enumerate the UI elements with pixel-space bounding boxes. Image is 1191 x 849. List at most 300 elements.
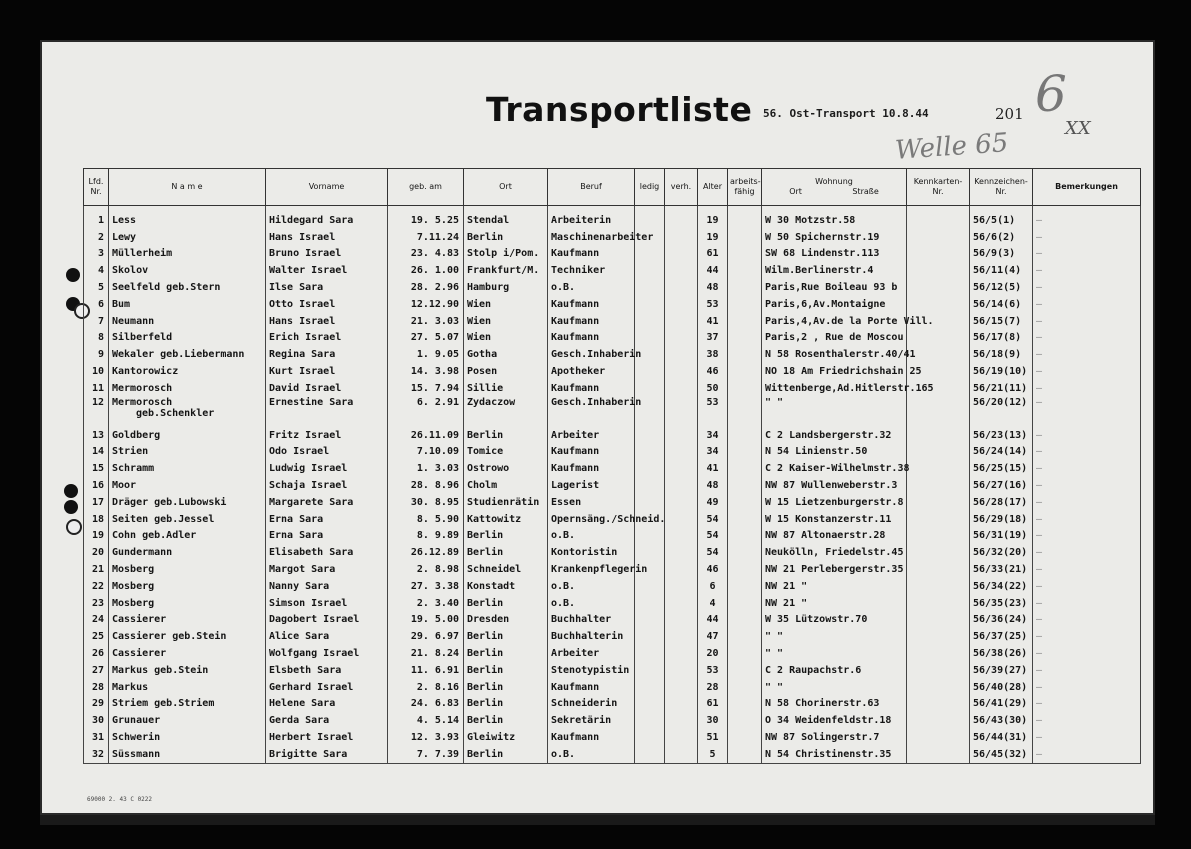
cell-wohnung-text: W 30 Motzstr.58 — [765, 214, 856, 226]
cell-vorname — [266, 206, 388, 229]
transport-subtitle: 56. Ost-Transport 10.8.44 — [763, 107, 929, 120]
cell-kennzeichen-text: 56/23(13) — [973, 429, 1028, 441]
cell-ort-text: Berlin — [467, 715, 504, 727]
cell-alter — [698, 679, 728, 696]
cell-alter — [698, 262, 728, 279]
cell-bemerkungen — [1033, 262, 1141, 279]
cell-ort-text: Konstadt — [467, 580, 516, 592]
cell-bemerkungen — [1033, 662, 1141, 679]
cell-beruf — [548, 712, 635, 729]
cell-ort-text: Berlin — [467, 231, 504, 243]
cell-lfd-text: 21 — [91, 564, 104, 576]
cell-alter-text: 48 — [706, 282, 719, 294]
cell-vorname-text: Gerhard Israel — [269, 681, 354, 693]
cell-lfd — [84, 246, 109, 263]
cell-kennkarten — [907, 662, 970, 679]
cell-ort-text: Stolp i/Pom. — [467, 248, 540, 260]
cell-beruf — [548, 612, 635, 629]
cell-lfd-text: 3 — [97, 248, 104, 260]
cell-bemerkungen — [1033, 427, 1141, 444]
cell-ort-text: Berlin — [467, 648, 504, 660]
cell-beruf-text: o.B. — [551, 530, 576, 542]
cell-bemerkungen — [1033, 460, 1141, 477]
cell-wohnung-text: NW 87 Wullenweberstr.3 — [765, 480, 898, 492]
cell-ledig — [635, 612, 665, 629]
cell-vorname — [266, 427, 388, 444]
pencil-tick-mark: — — [1036, 715, 1043, 727]
cell-wohnung — [762, 427, 907, 444]
cell-name-text: Gundermann — [112, 547, 173, 559]
cell-wohnung — [762, 578, 907, 595]
cell-bemerkungen — [1033, 746, 1141, 763]
cell-kennzeichen-text: 56/37(25) — [973, 631, 1028, 643]
cell-kennkarten — [907, 477, 970, 494]
cell-alter-text: 61 — [706, 248, 719, 260]
cell-geb — [388, 380, 464, 397]
cell-beruf — [548, 460, 635, 477]
cell-ledig — [635, 595, 665, 612]
cell-verh — [665, 645, 698, 662]
cell-ort — [464, 330, 548, 347]
table-row — [84, 262, 1141, 279]
cell-name — [109, 679, 266, 696]
cell-lfd — [84, 346, 109, 363]
cell-vorname — [266, 696, 388, 713]
cell-geb-text: 6. 2.91 — [416, 396, 459, 408]
cell-alter — [698, 712, 728, 729]
cell-kennzeichen — [970, 679, 1033, 696]
cell-beruf-text: Stenotypistin — [551, 664, 630, 676]
cell-ort-text: Berlin — [467, 698, 504, 710]
cell-kennzeichen — [970, 313, 1033, 330]
cell-lfd — [84, 561, 109, 578]
cell-lfd-text: 16 — [91, 480, 104, 492]
cell-alter-text: 41 — [706, 463, 719, 475]
cell-name — [109, 313, 266, 330]
cell-alter — [698, 313, 728, 330]
cell-name — [109, 494, 266, 511]
cell-bemerkungen — [1033, 679, 1141, 696]
pencil-tick-mark: — — [1036, 349, 1043, 361]
cell-geb — [388, 313, 464, 330]
cell-lfd — [84, 528, 109, 545]
cell-arbeitsfaehig — [728, 206, 762, 229]
cell-lfd-text: 30 — [91, 715, 104, 727]
cell-wohnung — [762, 444, 907, 461]
cell-ort-text: Posen — [467, 366, 498, 378]
cell-wohnung — [762, 544, 907, 561]
cell-wohnung-text: " " — [765, 396, 784, 408]
handwritten-mark: 6 — [1035, 65, 1067, 123]
cell-ort — [464, 628, 548, 645]
pencil-tick-mark: — — [1036, 748, 1043, 760]
cell-name-text: Dräger geb.Lubowski — [112, 496, 227, 508]
pencil-tick-mark: — — [1036, 547, 1043, 559]
cell-ort-text: Kattowitz — [467, 513, 522, 525]
cell-kennzeichen — [970, 696, 1033, 713]
cell-kennkarten — [907, 494, 970, 511]
cell-wohnung-text: W 15 Konstanzerstr.11 — [765, 513, 892, 525]
cell-wohnung-text: Paris,4,Av.de la Porte Vill. — [765, 315, 934, 327]
cell-beruf — [548, 330, 635, 347]
cell-wohnung — [762, 246, 907, 263]
header-geb: geb. am — [388, 169, 464, 206]
cell-name — [109, 279, 266, 296]
table-row — [84, 363, 1141, 380]
cell-vorname — [266, 296, 388, 313]
cell-bemerkungen — [1033, 696, 1141, 713]
cell-vorname — [266, 628, 388, 645]
cell-verh — [665, 206, 698, 229]
cell-geb — [388, 612, 464, 629]
cell-alter — [698, 511, 728, 528]
cell-vorname-text: Elsbeth Sara — [269, 664, 342, 676]
cell-ledig — [635, 494, 665, 511]
cell-kennzeichen — [970, 296, 1033, 313]
cell-wohnung — [762, 746, 907, 763]
cell-wohnung — [762, 662, 907, 679]
cell-vorname-text: Alice Sara — [269, 631, 330, 643]
cell-beruf — [548, 578, 635, 595]
punch-hole — [66, 519, 82, 535]
cell-vorname-text: Ludwig Israel — [269, 463, 348, 475]
cell-kennzeichen-text: 56/38(26) — [973, 648, 1028, 660]
cell-wohnung — [762, 313, 934, 330]
cell-beruf-text: o.B. — [551, 282, 576, 294]
cell-bemerkungen — [1033, 444, 1141, 461]
cell-kennzeichen — [970, 645, 1033, 662]
cell-name — [109, 528, 266, 545]
cell-bemerkungen — [1033, 645, 1141, 662]
cell-kennzeichen-text: 56/36(24) — [973, 614, 1028, 626]
cell-kennkarten — [907, 229, 970, 246]
cell-kennzeichen — [970, 561, 1033, 578]
cell-lfd — [84, 380, 109, 397]
cell-bemerkungen — [1033, 279, 1141, 296]
cell-alter-text: 5 — [709, 748, 716, 760]
cell-geb-text: 8. 5.90 — [416, 513, 459, 525]
cell-beruf-text: Gesch.Inhaberin — [551, 396, 642, 408]
cell-name-text: Bum — [112, 298, 131, 310]
pencil-tick-mark: — — [1036, 248, 1043, 260]
cell-name-text: Süssmann — [112, 748, 161, 760]
cell-geb — [388, 578, 464, 595]
cell-alter — [698, 561, 728, 578]
cell-ort-text: Frankfurt/M. — [467, 265, 540, 277]
cell-geb-text: 26. 1.00 — [410, 265, 459, 277]
cell-alter — [698, 427, 728, 444]
cell-geb — [388, 246, 464, 263]
cell-ort — [464, 460, 548, 477]
cell-vorname — [266, 511, 388, 528]
cell-verh — [665, 380, 698, 397]
cell-ledig — [635, 679, 665, 696]
cell-vorname-text: Schaja Israel — [269, 480, 348, 492]
cell-wohnung — [762, 363, 922, 380]
cell-beruf-text: Techniker — [551, 265, 606, 277]
cell-vorname-text: Walter Israel — [269, 265, 348, 277]
cell-wohnung-text: N 54 Christinenstr.35 — [765, 748, 892, 760]
cell-vorname-text: Regina Sara — [269, 349, 336, 361]
cell-alter — [698, 330, 728, 347]
cell-kennkarten — [907, 645, 970, 662]
cell-kennzeichen — [970, 511, 1033, 528]
cell-arbeitsfaehig — [728, 628, 762, 645]
page-number: 201 — [995, 105, 1024, 123]
cell-beruf-text: Kaufmann — [551, 446, 600, 458]
cell-lfd-text: 8 — [97, 332, 104, 344]
cell-alter — [698, 645, 728, 662]
header-name: N a m e — [109, 169, 266, 206]
cell-kennzeichen-text: 56/31(19) — [973, 530, 1028, 542]
cell-beruf-text: Kaufmann — [551, 332, 600, 344]
table-row — [84, 427, 1141, 444]
cell-ort — [464, 696, 548, 713]
cell-ort-text: Wien — [467, 298, 492, 310]
cell-lfd-text: 32 — [91, 748, 104, 760]
cell-ort — [464, 578, 548, 595]
cell-vorname — [266, 444, 388, 461]
cell-wohnung — [762, 729, 907, 746]
pencil-tick-mark: — — [1036, 332, 1043, 344]
cell-verh — [665, 477, 698, 494]
cell-beruf — [548, 427, 635, 444]
cell-ledig — [635, 296, 665, 313]
cell-ledig — [635, 528, 665, 545]
cell-lfd — [84, 746, 109, 763]
cell-alter-text: 49 — [706, 496, 719, 508]
cell-alter — [698, 363, 728, 380]
pencil-tick-mark: — — [1036, 564, 1043, 576]
cell-lfd — [84, 511, 109, 528]
cell-geb — [388, 746, 464, 763]
cell-bemerkungen — [1033, 330, 1141, 347]
cell-kennkarten — [907, 444, 970, 461]
cell-beruf-text: Kontoristin — [551, 547, 618, 559]
cell-verh — [665, 279, 698, 296]
cell-geb — [388, 712, 464, 729]
cell-ort-text: Berlin — [467, 429, 504, 441]
document-title: Transportliste — [486, 90, 753, 129]
cell-ort-text: Gleiwitz — [467, 732, 516, 743]
cell-name — [109, 595, 266, 612]
cell-geb — [388, 229, 464, 246]
cell-ledig — [635, 460, 665, 477]
cell-lfd — [84, 330, 109, 347]
cell-alter — [698, 279, 728, 296]
cell-kennzeichen — [970, 346, 1033, 363]
cell-geb — [388, 397, 464, 427]
cell-kennkarten — [907, 427, 970, 444]
cell-ort-text: Stendal — [467, 214, 510, 226]
cell-kennzeichen-text: 56/33(21) — [973, 564, 1028, 576]
cell-kennkarten — [907, 397, 970, 427]
cell-arbeitsfaehig — [728, 444, 762, 461]
cell-ort — [464, 397, 548, 427]
cell-name-text: Seiten geb.Jessel — [112, 513, 215, 525]
cell-kennzeichen-text: 56/17(8) — [973, 332, 1022, 344]
cell-lfd — [84, 229, 109, 246]
cell-arbeitsfaehig — [728, 397, 762, 427]
cell-arbeitsfaehig — [728, 696, 762, 713]
cell-ort — [464, 229, 548, 246]
cell-lfd — [84, 444, 109, 461]
table-row — [84, 206, 1141, 229]
cell-bemerkungen — [1033, 363, 1141, 380]
cell-kennzeichen — [970, 363, 1033, 380]
cell-arbeitsfaehig — [728, 380, 762, 397]
cell-bemerkungen — [1033, 729, 1141, 746]
cell-name-text: Markus — [112, 681, 149, 693]
cell-vorname — [266, 612, 388, 629]
cell-lfd — [84, 544, 109, 561]
cell-kennkarten — [907, 612, 970, 629]
pencil-tick-mark: — — [1036, 463, 1043, 475]
pencil-tick-mark: — — [1036, 732, 1043, 743]
cell-bemerkungen — [1033, 595, 1141, 612]
cell-beruf — [548, 206, 635, 229]
cell-lfd — [84, 696, 109, 713]
cell-verh — [665, 363, 698, 380]
cell-arbeitsfaehig — [728, 662, 762, 679]
cell-lfd — [84, 296, 109, 313]
cell-kennkarten — [907, 595, 970, 612]
cell-alter — [698, 460, 728, 477]
cell-name — [109, 427, 266, 444]
table-row — [84, 712, 1141, 729]
cell-verh — [665, 494, 698, 511]
cell-lfd — [84, 595, 109, 612]
cell-verh — [665, 679, 698, 696]
cell-vorname — [266, 279, 388, 296]
cell-kennkarten — [907, 561, 970, 578]
cell-vorname-text: Otto Israel — [269, 298, 336, 310]
cell-vorname — [266, 561, 388, 578]
cell-geb — [388, 628, 464, 645]
cell-name — [109, 380, 266, 397]
cell-ort-text: Wien — [467, 332, 492, 344]
cell-geb-text: 11. 6.91 — [410, 664, 459, 676]
cell-kennzeichen-text: 56/29(18) — [973, 513, 1028, 525]
cell-verh — [665, 427, 698, 444]
cell-kennzeichen-text: 56/45(32) — [973, 748, 1028, 760]
cell-ort — [464, 313, 548, 330]
pencil-tick-mark: — — [1036, 446, 1043, 458]
cell-ledig — [635, 444, 665, 461]
cell-verh — [665, 746, 698, 763]
cell-beruf-text: Kaufmann — [551, 248, 600, 260]
cell-alter — [698, 444, 728, 461]
cell-vorname-text: Brigitte Sara — [269, 748, 348, 760]
header-verh: verh. — [665, 169, 698, 206]
cell-kennzeichen-text: 56/34(22) — [973, 580, 1028, 592]
cell-name — [109, 729, 266, 746]
cell-vorname-text: Margot Sara — [269, 564, 336, 576]
cell-kennkarten — [907, 746, 970, 763]
cell-ledig — [635, 578, 665, 595]
cell-lfd-text: 9 — [97, 349, 104, 361]
cell-wohnung — [762, 346, 916, 363]
cell-wohnung-text: NW 21 " — [765, 597, 808, 609]
cell-kennzeichen — [970, 262, 1033, 279]
cell-kennzeichen-text: 56/43(30) — [973, 715, 1028, 727]
cell-beruf — [548, 380, 635, 397]
cell-vorname — [266, 262, 388, 279]
cell-wohnung — [762, 262, 907, 279]
table-row — [84, 246, 1141, 263]
cell-kennzeichen — [970, 578, 1033, 595]
cell-alter-text: 54 — [706, 547, 719, 559]
cell-kennzeichen-text: 56/14(6) — [973, 298, 1022, 310]
pencil-tick-mark: — — [1036, 382, 1043, 394]
cell-name — [109, 645, 266, 662]
cell-vorname-text: Gerda Sara — [269, 715, 330, 727]
cell-beruf-text: Kaufmann — [551, 681, 600, 693]
cell-lfd-text: 29 — [91, 698, 104, 710]
cell-wohnung-text: " " — [765, 631, 784, 643]
cell-vorname-text: Bruno Israel — [269, 248, 342, 260]
cell-wohnung — [762, 595, 907, 612]
cell-alter — [698, 528, 728, 545]
cell-name-text: Moor — [112, 480, 137, 492]
cell-wohnung-text: SW 68 Lindenstr.113 — [765, 248, 880, 260]
cell-name-text: Cassierer — [112, 648, 167, 660]
cell-vorname-text: David Israel — [269, 382, 342, 394]
cell-geb — [388, 262, 464, 279]
cell-geb — [388, 696, 464, 713]
pencil-tick-mark: — — [1036, 614, 1043, 626]
cell-name-text: Mosberg — [112, 597, 155, 609]
cell-ort — [464, 746, 548, 763]
cell-alter-text: 41 — [706, 315, 719, 327]
cell-wohnung — [762, 477, 907, 494]
cell-beruf-text: Arbeiter — [551, 648, 600, 660]
cell-lfd — [84, 363, 109, 380]
cell-kennzeichen-text: 56/24(14) — [973, 446, 1028, 458]
cell-wohnung-text: W 35 Lützowstr.70 — [765, 614, 868, 626]
cell-wohnung — [762, 397, 907, 427]
cell-name — [109, 206, 266, 229]
pencil-tick-mark: — — [1036, 429, 1043, 441]
cell-wohnung — [762, 380, 934, 397]
cell-ledig — [635, 206, 665, 229]
cell-name-text: Less — [112, 214, 137, 226]
cell-kennzeichen-text: 56/41(29) — [973, 698, 1028, 710]
cell-geb — [388, 679, 464, 696]
cell-ledig — [635, 427, 665, 444]
table-row — [84, 544, 1141, 561]
cell-bemerkungen — [1033, 313, 1141, 330]
cell-vorname — [266, 662, 388, 679]
cell-verh — [665, 628, 698, 645]
cell-bemerkungen — [1033, 246, 1141, 263]
cell-name — [109, 628, 266, 645]
header-ort: Ort — [464, 169, 548, 206]
cell-ledig — [635, 262, 665, 279]
cell-verh — [665, 246, 698, 263]
cell-wohnung — [762, 561, 907, 578]
cell-alter-text: 6 — [709, 580, 716, 592]
cell-kennkarten — [907, 679, 970, 696]
cell-beruf — [548, 679, 635, 696]
cell-wohnung — [762, 645, 907, 662]
header-beruf: Beruf — [548, 169, 635, 206]
cell-wohnung-text: Wilm.Berlinerstr.4 — [765, 265, 874, 277]
cell-ledig — [635, 380, 665, 397]
cell-geb — [388, 544, 464, 561]
cell-ledig — [635, 330, 665, 347]
cell-name — [109, 444, 266, 461]
